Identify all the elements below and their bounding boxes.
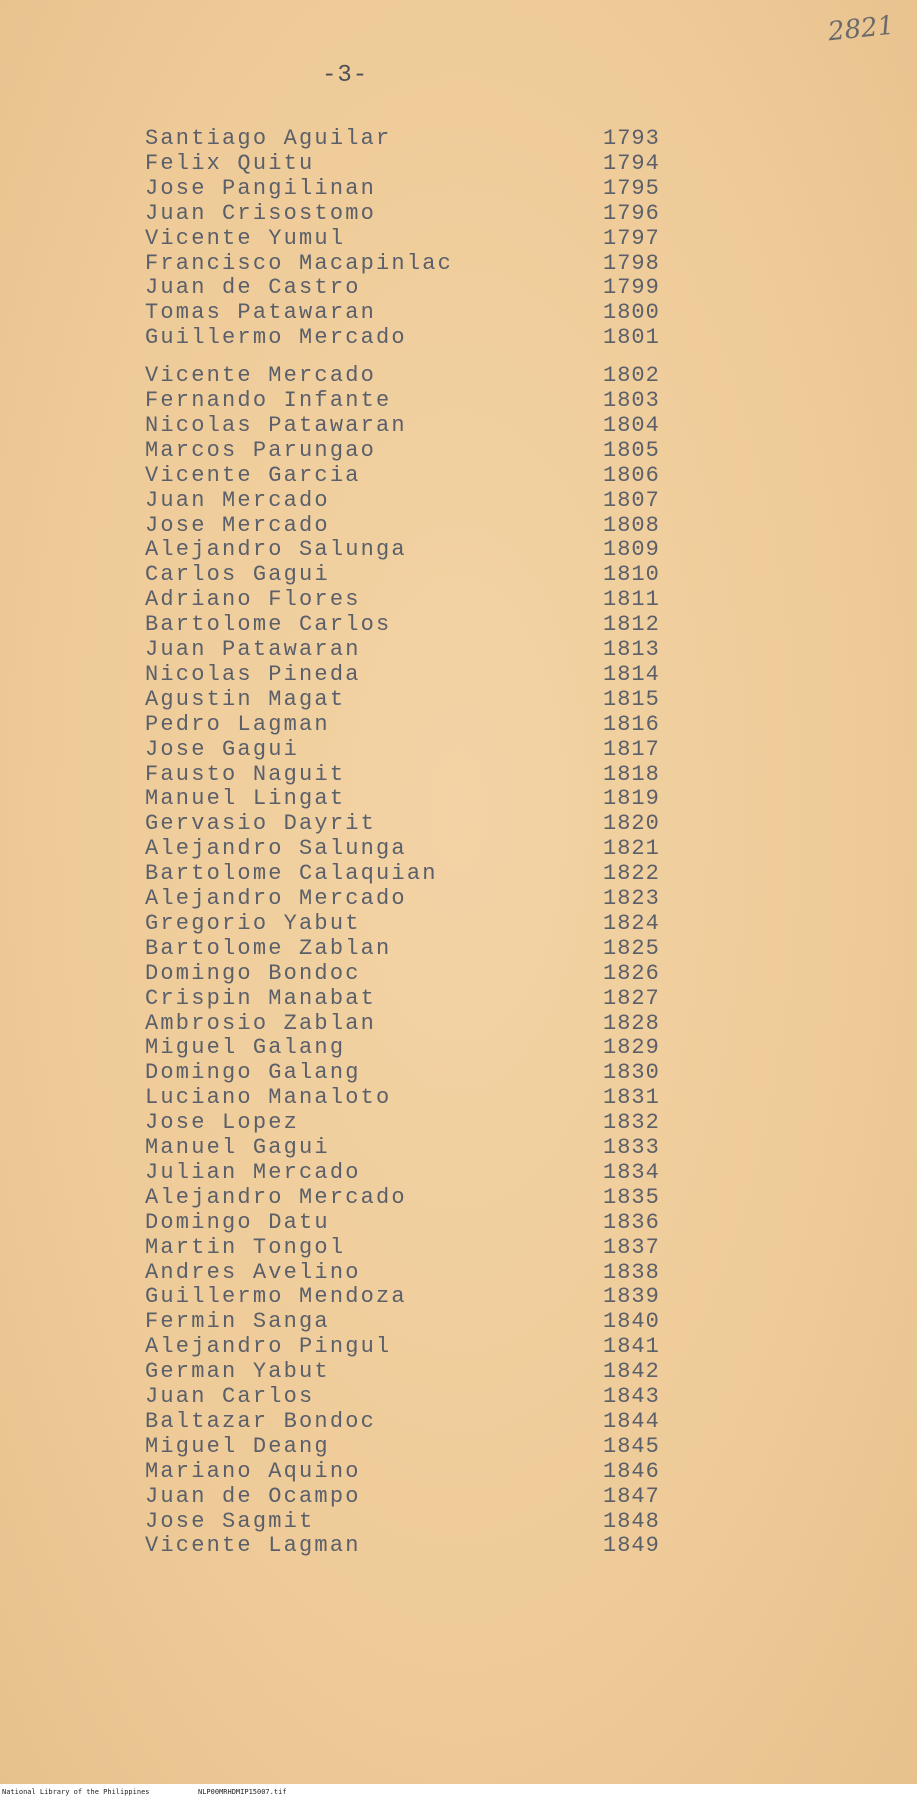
entry-name: Vicente Yumul (145, 225, 346, 251)
entry-name: Nicolas Pineda (145, 661, 361, 687)
entry-name: Nicolas Patawaran (145, 412, 407, 438)
list-item (0, 1260, 917, 1285)
list-item (0, 712, 917, 737)
list-item (0, 1035, 917, 1060)
entry-name: Alejandro Salunga (145, 836, 407, 862)
entry-name: Francisco Macapinlac (145, 250, 454, 276)
list-item (0, 737, 917, 762)
list-item (0, 986, 917, 1011)
list-item (0, 1085, 917, 1110)
list-item (0, 176, 917, 201)
entry-number: 1807 (603, 487, 660, 513)
list-item (0, 1459, 917, 1484)
entry-name: Miguel Galang (145, 1035, 346, 1061)
entry-number: 1799 (603, 275, 660, 301)
entry-number: 1815 (603, 686, 660, 712)
entry-name: Domingo Datu (145, 1209, 330, 1235)
entry-name: Miguel Deang (145, 1433, 330, 1459)
list-item (0, 513, 917, 538)
entry-name: Vicente Garcia (145, 462, 361, 488)
entry-number: 1846 (603, 1458, 660, 1484)
entry-name: Adriano Flores (145, 587, 361, 613)
entry-name: Martin Tongol (145, 1234, 346, 1260)
entry-number: 1825 (603, 935, 660, 961)
list-item (0, 1011, 917, 1036)
list-item (0, 1060, 917, 1085)
list-item (0, 226, 917, 251)
list-item (0, 1110, 917, 1135)
list-item (0, 1160, 917, 1185)
entry-name: Carlos Gagui (145, 562, 330, 588)
entry-name: Fausto Naguit (145, 761, 346, 787)
entry-name: Jose Sagmit (145, 1508, 315, 1534)
entry-name: Alejandro Mercado (145, 886, 407, 911)
list-item (0, 886, 917, 911)
entry-number: 1808 (603, 512, 660, 538)
entry-number: 1812 (603, 612, 660, 638)
scan-footer (0, 1784, 917, 1800)
entry-number: 1805 (603, 437, 660, 463)
entry-number: 1849 (603, 1533, 660, 1559)
entry-number: 1797 (603, 225, 660, 251)
entry-name: Santiago Aguilar (145, 126, 392, 151)
list-item (0, 762, 917, 787)
entry-number: 1794 (603, 150, 660, 176)
list-item (0, 811, 917, 836)
entry-name: Mariano Aquino (145, 1458, 361, 1484)
entry-name: Alejandro Salunga (145, 537, 407, 563)
list-item (0, 1484, 917, 1509)
entry-number: 1823 (603, 886, 660, 911)
entry-name: Tomas Patawaran (145, 300, 377, 326)
list-item (0, 612, 917, 637)
entry-name: Marcos Parungao (145, 437, 377, 463)
entry-number: 1806 (603, 462, 660, 488)
entry-name: Pedro Lagman (145, 711, 330, 737)
list-item (0, 961, 917, 986)
entry-number: 1795 (603, 175, 660, 201)
list-item (0, 1384, 917, 1409)
handwritten-note: 2821 (826, 10, 896, 48)
list-item (0, 488, 917, 513)
entry-number: 1803 (603, 388, 660, 413)
entry-name: Fermin Sanga (145, 1309, 330, 1335)
entry-name: Manuel Gagui (145, 1135, 330, 1160)
list-item (0, 1359, 917, 1384)
list-item (0, 1185, 917, 1210)
list-item (0, 251, 917, 276)
entry-number: 1838 (603, 1259, 660, 1285)
list-item (0, 300, 917, 325)
entry-name: Julian Mercado (145, 1159, 361, 1185)
list-item (0, 1284, 917, 1309)
entry-number: 1821 (603, 836, 660, 862)
list-item (0, 1533, 917, 1558)
entry-name: Agustin Magat (145, 686, 346, 712)
entry-number: 1814 (603, 661, 660, 687)
entry-number: 1801 (603, 325, 660, 351)
entry-number: 1834 (603, 1159, 660, 1185)
list-item (0, 151, 917, 176)
entry-number: 1802 (603, 363, 660, 389)
list-item (0, 413, 917, 438)
entry-name: Alejandro Pingul (145, 1334, 392, 1360)
entry-number: 1842 (603, 1359, 660, 1385)
entry-name: Guillermo Mercado (145, 325, 407, 351)
entry-number: 1843 (603, 1384, 660, 1409)
entry-name: Gervasio Dayrit (145, 811, 377, 837)
entry-number: 1835 (603, 1184, 660, 1210)
entry-number: 1839 (603, 1284, 660, 1310)
list-item (0, 587, 917, 612)
list-item (0, 1210, 917, 1235)
entry-number: 1837 (603, 1234, 660, 1260)
entry-number: 1847 (603, 1483, 660, 1509)
entry-name: Juan Patawaran (145, 637, 361, 662)
list-item (0, 662, 917, 687)
list-item (0, 463, 917, 488)
entry-name: Juan Carlos (145, 1384, 315, 1409)
list-item (0, 1434, 917, 1459)
list-item (0, 438, 917, 463)
list-item (0, 388, 917, 413)
list-item (0, 1235, 917, 1260)
entry-number: 1793 (603, 126, 660, 151)
entry-name: Andres Avelino (145, 1259, 361, 1285)
entry-number: 1832 (603, 1110, 660, 1136)
entry-number: 1817 (603, 736, 660, 762)
list-item (0, 201, 917, 226)
entry-name: Jose Lopez (145, 1110, 300, 1136)
entry-number: 1813 (603, 637, 660, 662)
entry-number: 1830 (603, 1060, 660, 1086)
entry-number: 1822 (603, 861, 660, 887)
entry-number: 1816 (603, 711, 660, 737)
entry-number: 1826 (603, 960, 660, 986)
entry-number: 1811 (603, 587, 660, 613)
entry-number: 1836 (603, 1209, 660, 1235)
list-item (0, 1334, 917, 1359)
entry-name: Ambrosio Zablan (145, 1010, 377, 1036)
entry-name: Fernando Infante (145, 388, 392, 413)
list-item (0, 275, 917, 300)
entry-name: Juan Crisostomo (145, 200, 377, 226)
list-item (0, 1135, 917, 1160)
entry-number: 1841 (603, 1334, 660, 1360)
entry-name: Bartolome Calaquian (145, 861, 438, 887)
entry-number: 1827 (603, 985, 660, 1011)
entry-name: German Yabut (145, 1359, 330, 1385)
entry-number: 1820 (603, 811, 660, 837)
list-item (0, 836, 917, 861)
entry-number: 1796 (603, 200, 660, 226)
entry-number: 1845 (603, 1433, 660, 1459)
entry-name: Juan de Ocampo (145, 1483, 361, 1509)
entry-name: Domingo Galang (145, 1060, 361, 1086)
list-item (0, 911, 917, 936)
list-item (0, 537, 917, 562)
entry-number: 1848 (603, 1508, 660, 1534)
entry-name: Felix Quitu (145, 150, 315, 176)
list-item (0, 562, 917, 587)
list-item (0, 325, 917, 350)
list-item (0, 363, 917, 388)
entry-name: Vicente Lagman (145, 1533, 361, 1559)
footer-filename: NLP00MRHDMIP15007.tif (198, 1788, 287, 1796)
entry-name: Vicente Mercado (145, 363, 377, 389)
entry-number: 1828 (603, 1010, 660, 1036)
list-item (0, 1309, 917, 1334)
entry-number: 1831 (603, 1085, 660, 1111)
entry-name: Baltazar Bondoc (145, 1408, 377, 1434)
list-item (0, 861, 917, 886)
entry-name: Manuel Lingat (145, 786, 346, 812)
list-item (0, 936, 917, 961)
entry-name: Juan de Castro (145, 275, 361, 301)
entry-name: Gregorio Yabut (145, 910, 361, 936)
list-item (0, 687, 917, 712)
entry-name: Juan Mercado (145, 487, 330, 513)
entry-number: 1798 (603, 250, 660, 276)
entry-name: Jose Pangilinan (145, 175, 377, 201)
entry-number: 1824 (603, 910, 660, 936)
entry-number: 1800 (603, 300, 660, 326)
list-item (0, 786, 917, 811)
list-item (0, 126, 917, 151)
entry-number: 1809 (603, 537, 660, 563)
list-item (0, 637, 917, 662)
entry-name: Domingo Bondoc (145, 960, 361, 986)
entry-name: Jose Gagui (145, 736, 300, 762)
entry-name: Bartolome Carlos (145, 612, 392, 638)
list-item (0, 1409, 917, 1434)
footer-source: National Library of the Philippines (2, 1788, 150, 1796)
entry-name: Luciano Manaloto (145, 1085, 392, 1111)
page-number: -3- (322, 62, 369, 89)
list-item (0, 1509, 917, 1534)
entry-number: 1844 (603, 1408, 660, 1434)
entry-name: Alejandro Mercado (145, 1184, 407, 1210)
entry-number: 1840 (603, 1309, 660, 1335)
entry-number: 1810 (603, 562, 660, 588)
entry-number: 1829 (603, 1035, 660, 1061)
entry-name: Bartolome Zablan (145, 935, 392, 961)
entry-name: Crispin Manabat (145, 985, 377, 1011)
entry-number: 1804 (603, 412, 660, 438)
entry-name: Jose Mercado (145, 512, 330, 538)
entry-number: 1819 (603, 786, 660, 812)
entry-name: Guillermo Mendoza (145, 1284, 407, 1310)
entry-number: 1818 (603, 761, 660, 787)
entry-number: 1833 (603, 1135, 660, 1160)
